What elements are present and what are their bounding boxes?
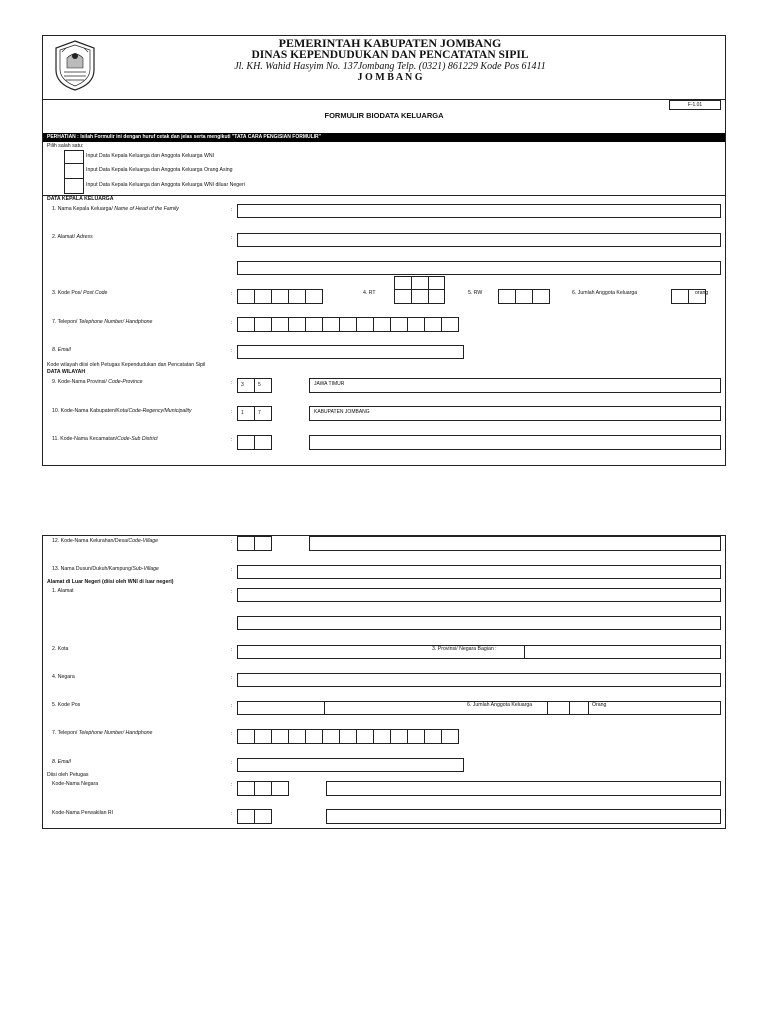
colon: :: [231, 760, 233, 766]
colon: :: [231, 235, 233, 241]
rw-cells[interactable]: [498, 289, 550, 304]
district-code-cells[interactable]: [237, 435, 272, 450]
regency-digit: 1: [237, 406, 255, 421]
email-input[interactable]: [237, 345, 464, 359]
option-checkbox-1[interactable]: [64, 150, 84, 162]
province-name: JAWA TIMUR: [314, 381, 345, 387]
representative-code-cells[interactable]: [237, 809, 272, 824]
section-head: DATA KEPALA KELUARGA: [47, 196, 114, 202]
overseas-email-label: 8. Email: [52, 759, 71, 765]
colon: :: [231, 409, 233, 415]
overseas-telephone-label: 7. Telepon/ Telephone Number/ Handphone: [52, 730, 153, 736]
colon: :: [231, 647, 233, 653]
colon: :: [231, 207, 233, 213]
telephone-cells[interactable]: [237, 317, 459, 332]
form-title: FORMULIR BIODATA KELUARGA: [324, 111, 444, 120]
regency-code-cells[interactable]: [237, 406, 272, 421]
overseas-country-label: 4. Negara: [52, 674, 75, 680]
overseas-postcode-divider: [324, 701, 325, 715]
choose-label: Pilih salah satu:: [47, 143, 84, 149]
form-code-box: [669, 100, 721, 110]
colon: :: [231, 675, 233, 681]
subvillage-input[interactable]: [237, 565, 721, 579]
kode-note: Kode wilayah diisi oleh Petugas Kependudukan dan Pencatatan Sipil: [47, 362, 206, 368]
field-9-label: 9. Kode-Nama Provinsi/ Code-Province: [52, 379, 143, 385]
province-digit: 5: [254, 378, 272, 393]
province-name-input[interactable]: [309, 378, 721, 393]
colon: :: [231, 380, 233, 386]
field-8-label: 8. Email: [52, 347, 71, 353]
address-input-2[interactable]: [237, 261, 721, 275]
colon: :: [231, 539, 233, 545]
overseas-province-label: 3. Provinsi/ Negara Bagian :: [432, 646, 497, 652]
village-code-cells[interactable]: [237, 536, 293, 551]
overseas-telephone-cells[interactable]: [237, 729, 459, 744]
province-code-cells[interactable]: [237, 378, 272, 393]
overseas-address-input-2[interactable]: [237, 616, 721, 630]
colon: :: [231, 567, 233, 573]
colon: :: [231, 703, 233, 709]
header-line-1: PEMERINTAH KABUPATEN JOMBANG: [278, 36, 502, 50]
wilayah-head: DATA WILAYAH: [47, 369, 86, 375]
field-1-label: 1. Nama Kepala Keluarga/ Name of Head of the Family: [52, 206, 179, 212]
field-6-label: 6. Jumlah Anggota Keluarga: [572, 290, 638, 296]
overseas-city-label: 2. Kota: [52, 646, 69, 652]
overseas-orang-label: Orang: [592, 702, 607, 708]
overseas-country-input[interactable]: [237, 673, 721, 687]
overseas-head: Alamat di Luar Negeri (diisi oleh WNI di luar negeri): [47, 579, 174, 585]
postcode-cells[interactable]: [237, 289, 323, 304]
colon: :: [231, 320, 233, 326]
section-divider: [42, 195, 726, 196]
option-label-2: Input Data Kepala Keluarga dan Anggota Keluarga Orang Asing: [86, 167, 233, 173]
colon: :: [231, 348, 233, 354]
option-label-1: Input Data Kepala Keluarga dan Anggota Keluarga WNI: [86, 153, 215, 159]
field-4-label: 4. RT: [363, 290, 376, 296]
field-13-label: 13. Nama Dusun/Dukuh/Kampung/Sub-Village: [52, 566, 159, 572]
representative-name-input[interactable]: [326, 809, 721, 824]
regency-digit: 7: [254, 406, 272, 421]
colon: :: [231, 811, 233, 817]
colon: :: [231, 437, 233, 443]
country-code-cells[interactable]: [237, 781, 289, 796]
regency-name-input[interactable]: [309, 406, 721, 421]
field-10-label: 10. Kode-Nama Kabupaten/Kota/Code-Regency/Municipality: [52, 408, 192, 414]
option-label-3: Input Data Kepala Keluarga dan Anggota Keluarga WNI diluar Negeri: [86, 182, 245, 188]
overseas-postcode-label: 5. Kode Pos: [52, 702, 81, 708]
field-2-label: 2. Alamat/ Adress: [52, 234, 93, 240]
rt-divider: [394, 289, 445, 290]
overseas-member-divider: [547, 701, 548, 715]
overseas-member-divider: [569, 701, 570, 715]
notice-text: PERHATIAN : Isilah Formulir ini dengan huruf cetak dan jelas serta mengikuti "TATA CARA PENGISIAN FORMULIR": [47, 134, 322, 140]
field-5-label: 5. RW: [468, 290, 483, 296]
village-name-input[interactable]: [309, 536, 721, 551]
country-code-label: Kode-Nama Negara: [52, 781, 99, 787]
province-digit: 3: [237, 378, 255, 393]
rt-cells[interactable]: [394, 276, 445, 304]
field-3-label: 3. Kode Pos/ Post Code: [52, 290, 108, 296]
overseas-address-input-1[interactable]: [237, 588, 721, 602]
option-checkbox-3[interactable]: [64, 179, 84, 191]
district-name-input[interactable]: [309, 435, 721, 450]
country-name-input[interactable]: [326, 781, 721, 796]
option-checkbox-2[interactable]: [64, 164, 84, 176]
colon: :: [231, 589, 233, 595]
overseas-member-label: 6. Jumlah Anggota Keluarga: [467, 702, 533, 708]
overseas-address-label: 1. Alamat: [52, 588, 74, 594]
header-line-2: DINAS KEPENDUDUKAN DAN PENCATATAN SIPIL: [251, 49, 529, 61]
colon: :: [231, 782, 233, 788]
field-11-label: 11. Kode-Nama Kecamatan/Code-Sub District: [52, 436, 158, 442]
header-city: J O M B A N G: [357, 72, 423, 83]
head-name-input[interactable]: [237, 204, 721, 218]
colon: :: [231, 291, 233, 297]
rt-divider: [411, 276, 412, 304]
regency-name: KABUPATEN JOMBANG: [314, 409, 370, 415]
overseas-email-input[interactable]: [237, 758, 464, 772]
overseas-member-divider: [588, 701, 589, 715]
colon: :: [231, 731, 233, 737]
address-input-1[interactable]: [237, 233, 721, 247]
header-address: Jl. KH. Wahid Hasyim No. 137Jombang Telp. (0321) 861229 Kode Pos 61411: [234, 61, 546, 72]
field-7-label: 7. Telepon/ Telephone Number/ Handphone: [52, 319, 153, 325]
field-12-label: 12. Kode-Nama Kelurahan/Desa/Code-Village: [52, 538, 159, 544]
orang-label: orang: [695, 290, 709, 296]
jombang-emblem-icon: [50, 38, 100, 92]
form-code: F-1.01: [687, 102, 703, 108]
representative-code-label: Kode-Nama Perwakilan RI: [52, 810, 114, 816]
petugas-label: Diisi oleh Petugas: [47, 772, 89, 778]
rt-divider: [428, 276, 429, 304]
overseas-province-divider: [524, 645, 525, 659]
